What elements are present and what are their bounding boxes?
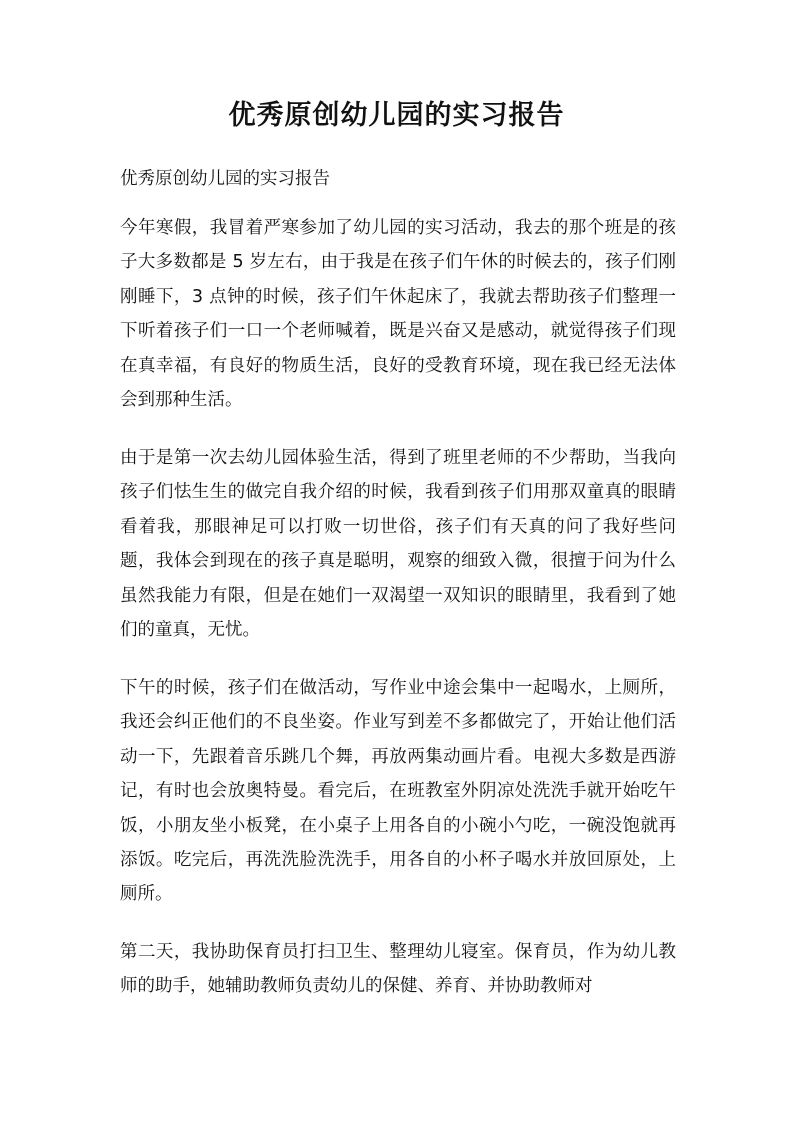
paragraph-3: 下午的时候，孩子们在做活动，写作业中途会集中一起喝水，上厕所，我还会纠正他们的不良坐姿。作业写到差不多都做完了，开始让他们活动一下，先跟着音乐跳几个舞，再放两集动画片看。电视大多数是西游记，有时也会放奥特曼。看完后，在班教室外阴凉处洗洗手就开始吃午饭，小朋友坐小板凳，在小桌子上用各自的小碗小勺吃，一碗没饱就再添饭。吃完后，再洗洗脸洗洗手，用各自的小杯子喝水并放回原处，上厕所。 [120,678,676,905]
document-subtitle: 优秀原创幼儿园的实习报告 [120,169,330,189]
paragraph-1: 今年寒假，我冒着严寒参加了幼儿园的实习活动，我去的那个班是的孩子大多数都是 5 岁左右，由于我是在孩子们午休的时候去的，孩子们刚刚睡下，3 点钟的时候，孩子们午休起床了，我就去帮助孩子们整理一下听着孩子们一口一个老师喊着，既是兴奋又是感动，就觉得孩子们现在真幸福，有良好的物质生活，良好的受教育环境，现在我已经无法体会到那种生活。 [120,218,676,411]
paragraph-2: 由于是第一次去幼儿园体验生活，得到了班里老师的不少帮助，当我向孩子们怯生生的做完自我介绍的时候，我看到孩子们用那双童真的眼睛看着我，那眼神足可以打败一切世俗，孩子们有天真的问了我好些问题，我体会到现在的孩子真是聪明，观察的细致入微，很擅于问为什么虽然我能力有限，但是在她们一双渴望一双知识的眼睛里，我看到了她们的童真，无忧。 [120,448,676,641]
document-title: 优秀原创幼儿园的实习报告 [228,100,565,131]
paragraph-4: 第二天，我协助保育员打扫卫生、整理幼儿寝室。保育员，作为幼儿教师的助手，她辅助教师负责幼儿的保健、养育、并协助教师对 [120,942,676,997]
